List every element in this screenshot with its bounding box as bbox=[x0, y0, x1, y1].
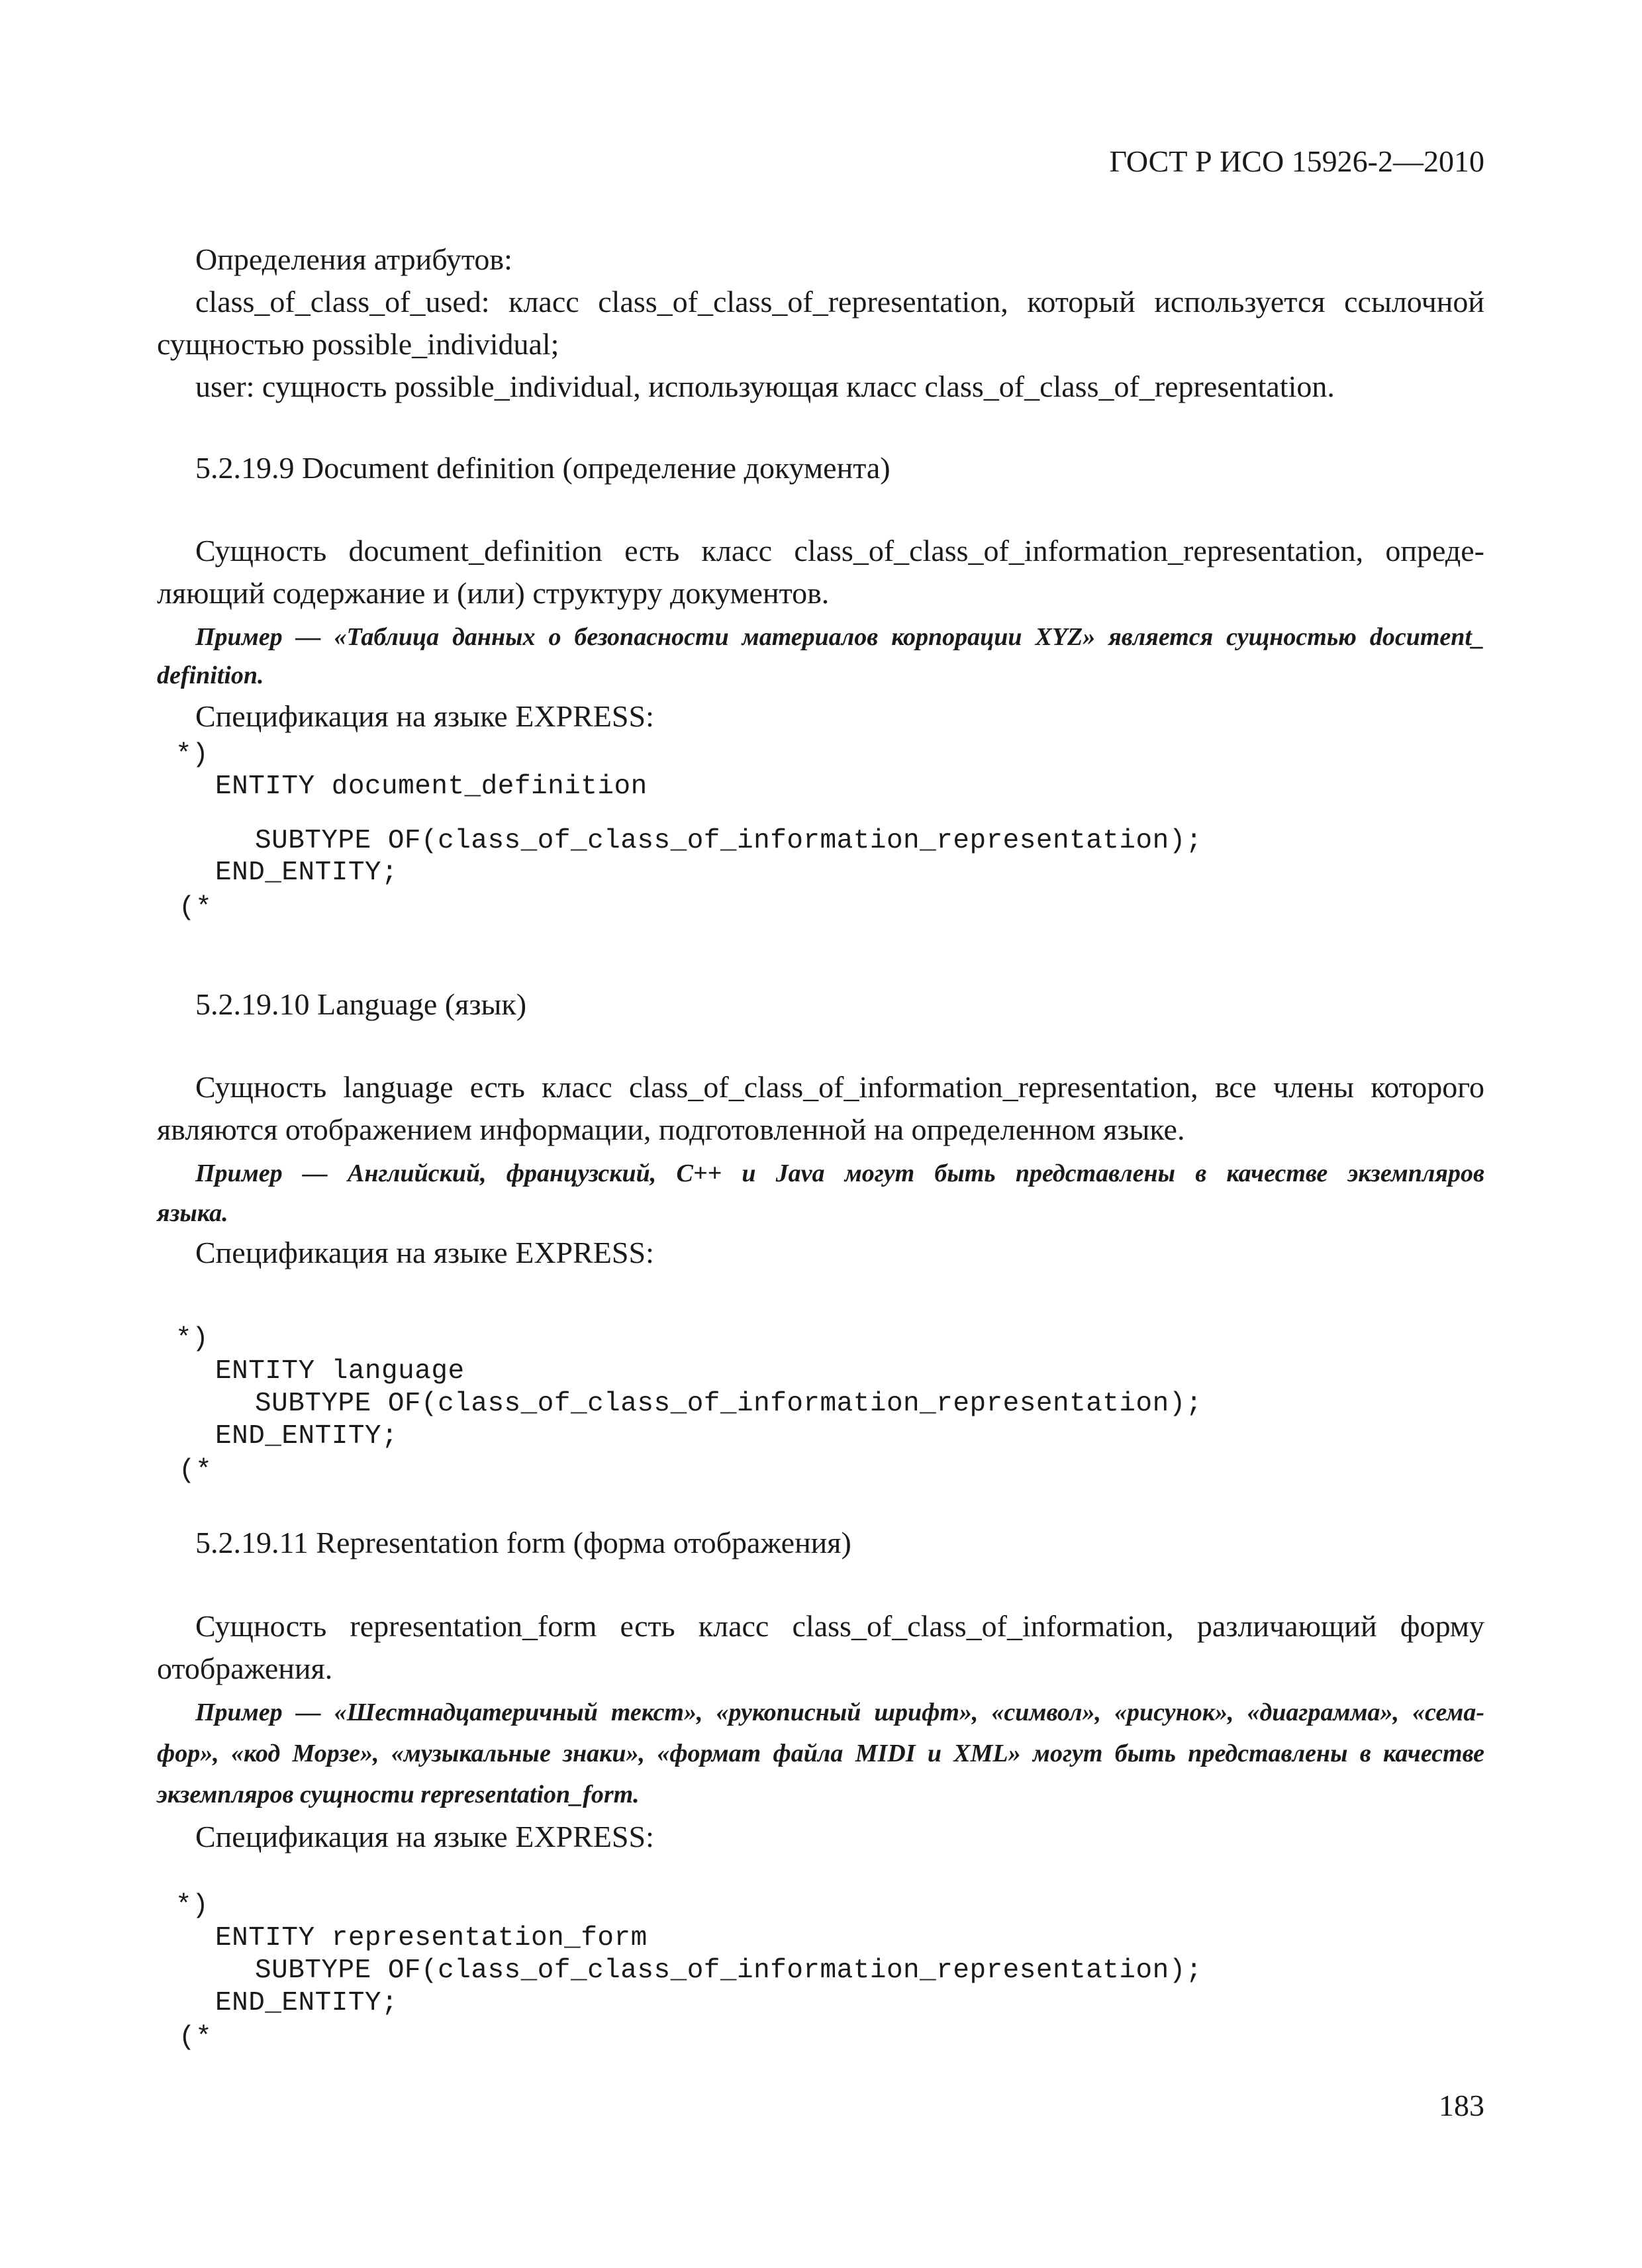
code-line: (* bbox=[179, 893, 213, 923]
attribute-definitions-heading: Определения атрибутов: bbox=[195, 242, 512, 276]
attribute-definition-line: user: сущность possible_individual, использующая класс class_of_class_of_representation. bbox=[195, 370, 1335, 403]
example-note: definition. bbox=[157, 662, 264, 689]
code-line: SUBTYPE OF(class_of_class_of_information_representation); bbox=[255, 826, 1202, 856]
example-note: языка. bbox=[157, 1199, 228, 1227]
code-line: (* bbox=[179, 2022, 213, 2053]
code-line: (* bbox=[179, 1455, 213, 1486]
express-spec-label: Спецификация на языке EXPRESS: bbox=[195, 1236, 654, 1269]
code-line: ENTITY language bbox=[215, 1356, 465, 1387]
code-line: SUBTYPE OF(class_of_class_of_information_representation); bbox=[255, 1389, 1202, 1419]
code-line: *) bbox=[175, 1891, 209, 1921]
paragraph-line: ляющий содержание и (или) структуру документов. bbox=[157, 576, 830, 610]
paragraph-line: Сущность document_definition есть класс class_of_class_of_information_representation, опреде- bbox=[195, 534, 1484, 567]
example-note: Пример — Английский, французский, С++ и Java могут быть представлены в качестве экземпляров bbox=[195, 1159, 1484, 1187]
section-heading: 5.2.19.11 Representation form (форма отображения) bbox=[195, 1526, 851, 1559]
paragraph-line: Сущность representation_form есть класс class_of_class_of_information, различающий форму bbox=[195, 1609, 1484, 1643]
code-line: SUBTYPE OF(class_of_class_of_information_representation); bbox=[255, 1955, 1202, 1986]
document-id-header: ГОСТ Р ИСО 15926-2—2010 bbox=[1109, 144, 1484, 178]
example-note: Пример — «Шестнадцатеричный текст», «рукописный шрифт», «символ», «рисунок», «диаграмма», «сема- bbox=[195, 1699, 1484, 1726]
paragraph-line: отображения. bbox=[157, 1652, 333, 1685]
code-line: END_ENTITY; bbox=[215, 1421, 399, 1452]
code-line: ENTITY document_definition bbox=[215, 771, 648, 802]
example-note: Пример — «Таблица данных о безопасности материалов корпорации XYZ» является сущностью document_ bbox=[195, 623, 1484, 651]
code-line: ENTITY representation_form bbox=[215, 1923, 648, 1953]
paragraph-line: являются отображением информации, подготовленной на определенном языке. bbox=[157, 1112, 1185, 1146]
section-heading: 5.2.19.9 Document definition (определение документа) bbox=[195, 451, 891, 485]
page-number: 183 bbox=[1439, 2089, 1484, 2122]
code-line: END_ENTITY; bbox=[215, 1988, 399, 2018]
attribute-definition-line: сущностью possible_individual; bbox=[157, 327, 559, 361]
section-heading: 5.2.19.10 Language (язык) bbox=[195, 987, 527, 1021]
code-line: END_ENTITY; bbox=[215, 858, 399, 888]
example-note: фор», «код Морзе», «музыкальные знаки», «формат файла MIDI и XML» могут быть представлены в качестве bbox=[157, 1740, 1484, 1767]
paragraph-line: Сущность language есть класс class_of_class_of_information_representation, все члены которого bbox=[195, 1070, 1484, 1104]
express-spec-label: Спецификация на языке EXPRESS: bbox=[195, 1820, 654, 1853]
attribute-definition-line: class_of_class_of_used: класс class_of_class_of_representation, который используется ссылочной bbox=[195, 285, 1484, 319]
code-line: *) bbox=[175, 740, 209, 770]
express-spec-label: Спецификация на языке EXPRESS: bbox=[195, 699, 654, 733]
example-note: экземпляров сущности representation_form. bbox=[157, 1781, 640, 1808]
code-line: *) bbox=[175, 1324, 209, 1354]
